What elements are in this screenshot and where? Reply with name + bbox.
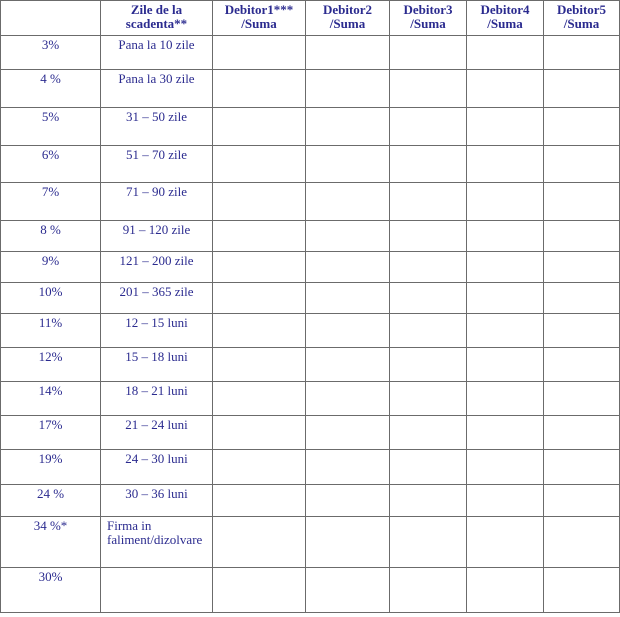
debitor4-cell[interactable] — [467, 183, 544, 221]
percent-cell: 14% — [1, 382, 101, 416]
zile-cell: 12 – 15 luni — [101, 314, 213, 348]
table-row — [1, 283, 620, 314]
header-debitor1-line1: Debitor1*** — [224, 2, 294, 17]
debitor1-cell[interactable] — [213, 416, 306, 450]
percent-cell: 9% — [1, 252, 101, 283]
debitor5-cell[interactable] — [544, 314, 620, 348]
zile-cell-line1: Firma in — [107, 518, 152, 533]
header-row — [1, 1, 620, 36]
debitor2-cell[interactable] — [306, 283, 390, 314]
debitor5-cell[interactable] — [544, 108, 620, 146]
debitor2-cell[interactable] — [306, 70, 390, 108]
debitor1-cell[interactable] — [213, 221, 306, 252]
table-row — [1, 70, 620, 108]
zile-cell-line2: faliment/dizolvare — [107, 532, 203, 547]
debitor3-cell[interactable] — [390, 568, 467, 613]
percent-cell: 6% — [1, 146, 101, 183]
debitor5-cell[interactable] — [544, 517, 620, 568]
zile-cell: 30 – 36 luni — [101, 485, 213, 517]
debitor5-cell[interactable] — [544, 416, 620, 450]
debitor5-cell[interactable] — [544, 221, 620, 252]
header-debitor5-line1: Debitor5 — [556, 2, 607, 17]
debitor4-cell[interactable] — [467, 252, 544, 283]
percent-cell: 30% — [1, 568, 101, 613]
zile-cell: 121 – 200 zile — [101, 252, 213, 283]
header-debitor3-line1: Debitor3 — [403, 2, 453, 17]
header-debitor3-line2: /Suma — [410, 16, 446, 31]
debitor1-cell[interactable] — [213, 314, 306, 348]
zile-cell: 18 – 21 luni — [101, 382, 213, 416]
table-row — [1, 485, 620, 517]
table-row — [1, 416, 620, 450]
header-debitor3 — [390, 1, 467, 36]
zile-cell: 71 – 90 zile — [101, 183, 213, 221]
debitor1-cell[interactable] — [213, 146, 306, 183]
percent-cell: 34 %* — [1, 517, 101, 568]
table-row — [1, 348, 620, 382]
header-debitor4-line1: Debitor4 — [480, 2, 530, 17]
debitor5-cell[interactable] — [544, 183, 620, 221]
zile-cell: Pana la 30 zile — [101, 70, 213, 108]
debitor1-cell[interactable] — [213, 108, 306, 146]
debitor3-cell[interactable] — [390, 485, 467, 517]
debitor4-cell[interactable] — [467, 314, 544, 348]
debitor5-cell[interactable] — [544, 252, 620, 283]
debitor4-cell[interactable] — [467, 517, 544, 568]
debitor3-cell[interactable] — [390, 70, 467, 108]
debitor3-cell[interactable] — [390, 221, 467, 252]
debitor5-cell[interactable] — [544, 146, 620, 183]
table-row — [1, 221, 620, 252]
debitor3-cell[interactable] — [390, 108, 467, 146]
header-empty-cell — [1, 1, 101, 36]
debitor3-cell[interactable] — [390, 283, 467, 314]
debitor1-cell[interactable] — [213, 252, 306, 283]
header-zile-line1: Zile de la — [130, 2, 183, 17]
debitor4-cell[interactable] — [467, 283, 544, 314]
debitor2-cell[interactable] — [306, 348, 390, 382]
percent-cell: 4 % — [1, 70, 101, 108]
percent-cell: 12% — [1, 348, 101, 382]
debitor4-cell[interactable] — [467, 221, 544, 252]
table-row — [1, 252, 620, 283]
header-debitor4-line2: /Suma — [487, 16, 523, 31]
debitor3-cell[interactable] — [390, 416, 467, 450]
percent-cell: 19% — [1, 450, 101, 485]
debitor4-cell[interactable] — [467, 36, 544, 70]
table-row — [1, 314, 620, 348]
header-debitor1 — [213, 1, 306, 36]
debitor3-cell[interactable] — [390, 348, 467, 382]
percent-cell: 3% — [1, 36, 101, 70]
header-debitor5 — [544, 1, 620, 36]
debitor2-cell[interactable] — [306, 314, 390, 348]
debitor3-cell[interactable] — [390, 252, 467, 283]
debitor4-cell[interactable] — [467, 568, 544, 613]
debitor1-cell[interactable] — [213, 283, 306, 314]
zile-cell: 31 – 50 zile — [101, 108, 213, 146]
debitor3-cell[interactable] — [390, 183, 467, 221]
debitor2-cell[interactable] — [306, 517, 390, 568]
zile-cell: 91 – 120 zile — [101, 221, 213, 252]
debitor1-cell[interactable] — [213, 485, 306, 517]
table-row — [1, 382, 620, 416]
header-debitor4 — [467, 1, 544, 36]
percent-cell: 11% — [1, 314, 101, 348]
debitor2-cell[interactable] — [306, 382, 390, 416]
debitor5-cell[interactable] — [544, 568, 620, 613]
debitor2-cell[interactable] — [306, 183, 390, 221]
header-debitor5-line2: /Suma — [563, 16, 600, 31]
debitor2-cell[interactable] — [306, 221, 390, 252]
zile-cell: 51 – 70 zile — [101, 146, 213, 183]
debitor2-cell[interactable] — [306, 568, 390, 613]
debitor4-cell[interactable] — [467, 348, 544, 382]
debitor4-cell[interactable] — [467, 485, 544, 517]
header-debitor2-line2: /Suma — [329, 16, 366, 31]
header-zile-line2: scadenta** — [125, 16, 188, 31]
debitor1-cell[interactable] — [213, 568, 306, 613]
zile-cell — [101, 568, 213, 613]
header-zile — [101, 1, 213, 36]
debitor4-cell[interactable] — [467, 70, 544, 108]
debitor5-cell[interactable] — [544, 36, 620, 70]
debitor5-cell[interactable] — [544, 485, 620, 517]
percent-cell: 5% — [1, 108, 101, 146]
table-row — [1, 108, 620, 146]
zile-cell: 24 – 30 luni — [101, 450, 213, 485]
debitor5-cell[interactable] — [544, 382, 620, 416]
debitor2-cell[interactable] — [306, 146, 390, 183]
table-row — [1, 450, 620, 485]
debitor3-cell[interactable] — [390, 36, 467, 70]
table-row — [1, 183, 620, 221]
debitor1-cell[interactable] — [213, 450, 306, 485]
debitor5-cell[interactable] — [544, 70, 620, 108]
debitor1-cell[interactable] — [213, 382, 306, 416]
table-row — [1, 568, 620, 613]
percent-cell: 10% — [1, 283, 101, 314]
debitor1-cell[interactable] — [213, 517, 306, 568]
header-debitor2-line1: Debitor2 — [322, 2, 373, 17]
debitor1-cell[interactable] — [213, 348, 306, 382]
table-row — [1, 146, 620, 183]
table-row — [1, 36, 620, 70]
debitor3-cell[interactable] — [390, 517, 467, 568]
debitor2-cell[interactable] — [306, 252, 390, 283]
debitor1-cell[interactable] — [213, 36, 306, 70]
zile-cell: 21 – 24 luni — [101, 416, 213, 450]
debitor4-cell[interactable] — [467, 416, 544, 450]
percent-cell: 17% — [1, 416, 101, 450]
debitor4-cell[interactable] — [467, 450, 544, 485]
debitor1-cell[interactable] — [213, 70, 306, 108]
header-debitor1-line2: /Suma — [241, 16, 277, 31]
debitor2-cell[interactable] — [306, 108, 390, 146]
debitor3-cell[interactable] — [390, 382, 467, 416]
debitor1-cell[interactable] — [213, 183, 306, 221]
debitor3-cell[interactable] — [390, 450, 467, 485]
debitor2-cell[interactable] — [306, 416, 390, 450]
debitor2-cell[interactable] — [306, 450, 390, 485]
debitor5-cell[interactable] — [544, 450, 620, 485]
table-row — [1, 517, 620, 568]
debitor3-cell[interactable] — [390, 146, 467, 183]
debitor5-cell[interactable] — [544, 348, 620, 382]
debitor2-cell[interactable] — [306, 36, 390, 70]
zile-cell: 201 – 365 zile — [101, 283, 213, 314]
percent-cell: 24 % — [1, 485, 101, 517]
debitor4-cell[interactable] — [467, 382, 544, 416]
zile-cell — [101, 517, 213, 568]
zile-cell: Pana la 10 zile — [101, 36, 213, 70]
debitor3-cell[interactable] — [390, 314, 467, 348]
debitor4-cell[interactable] — [467, 146, 544, 183]
zile-cell: 15 – 18 luni — [101, 348, 213, 382]
debitor4-cell[interactable] — [467, 108, 544, 146]
percent-cell: 7% — [1, 183, 101, 221]
debitor2-cell[interactable] — [306, 485, 390, 517]
percent-cell: 8 % — [1, 221, 101, 252]
header-debitor2 — [306, 1, 390, 36]
debitor5-cell[interactable] — [544, 283, 620, 314]
